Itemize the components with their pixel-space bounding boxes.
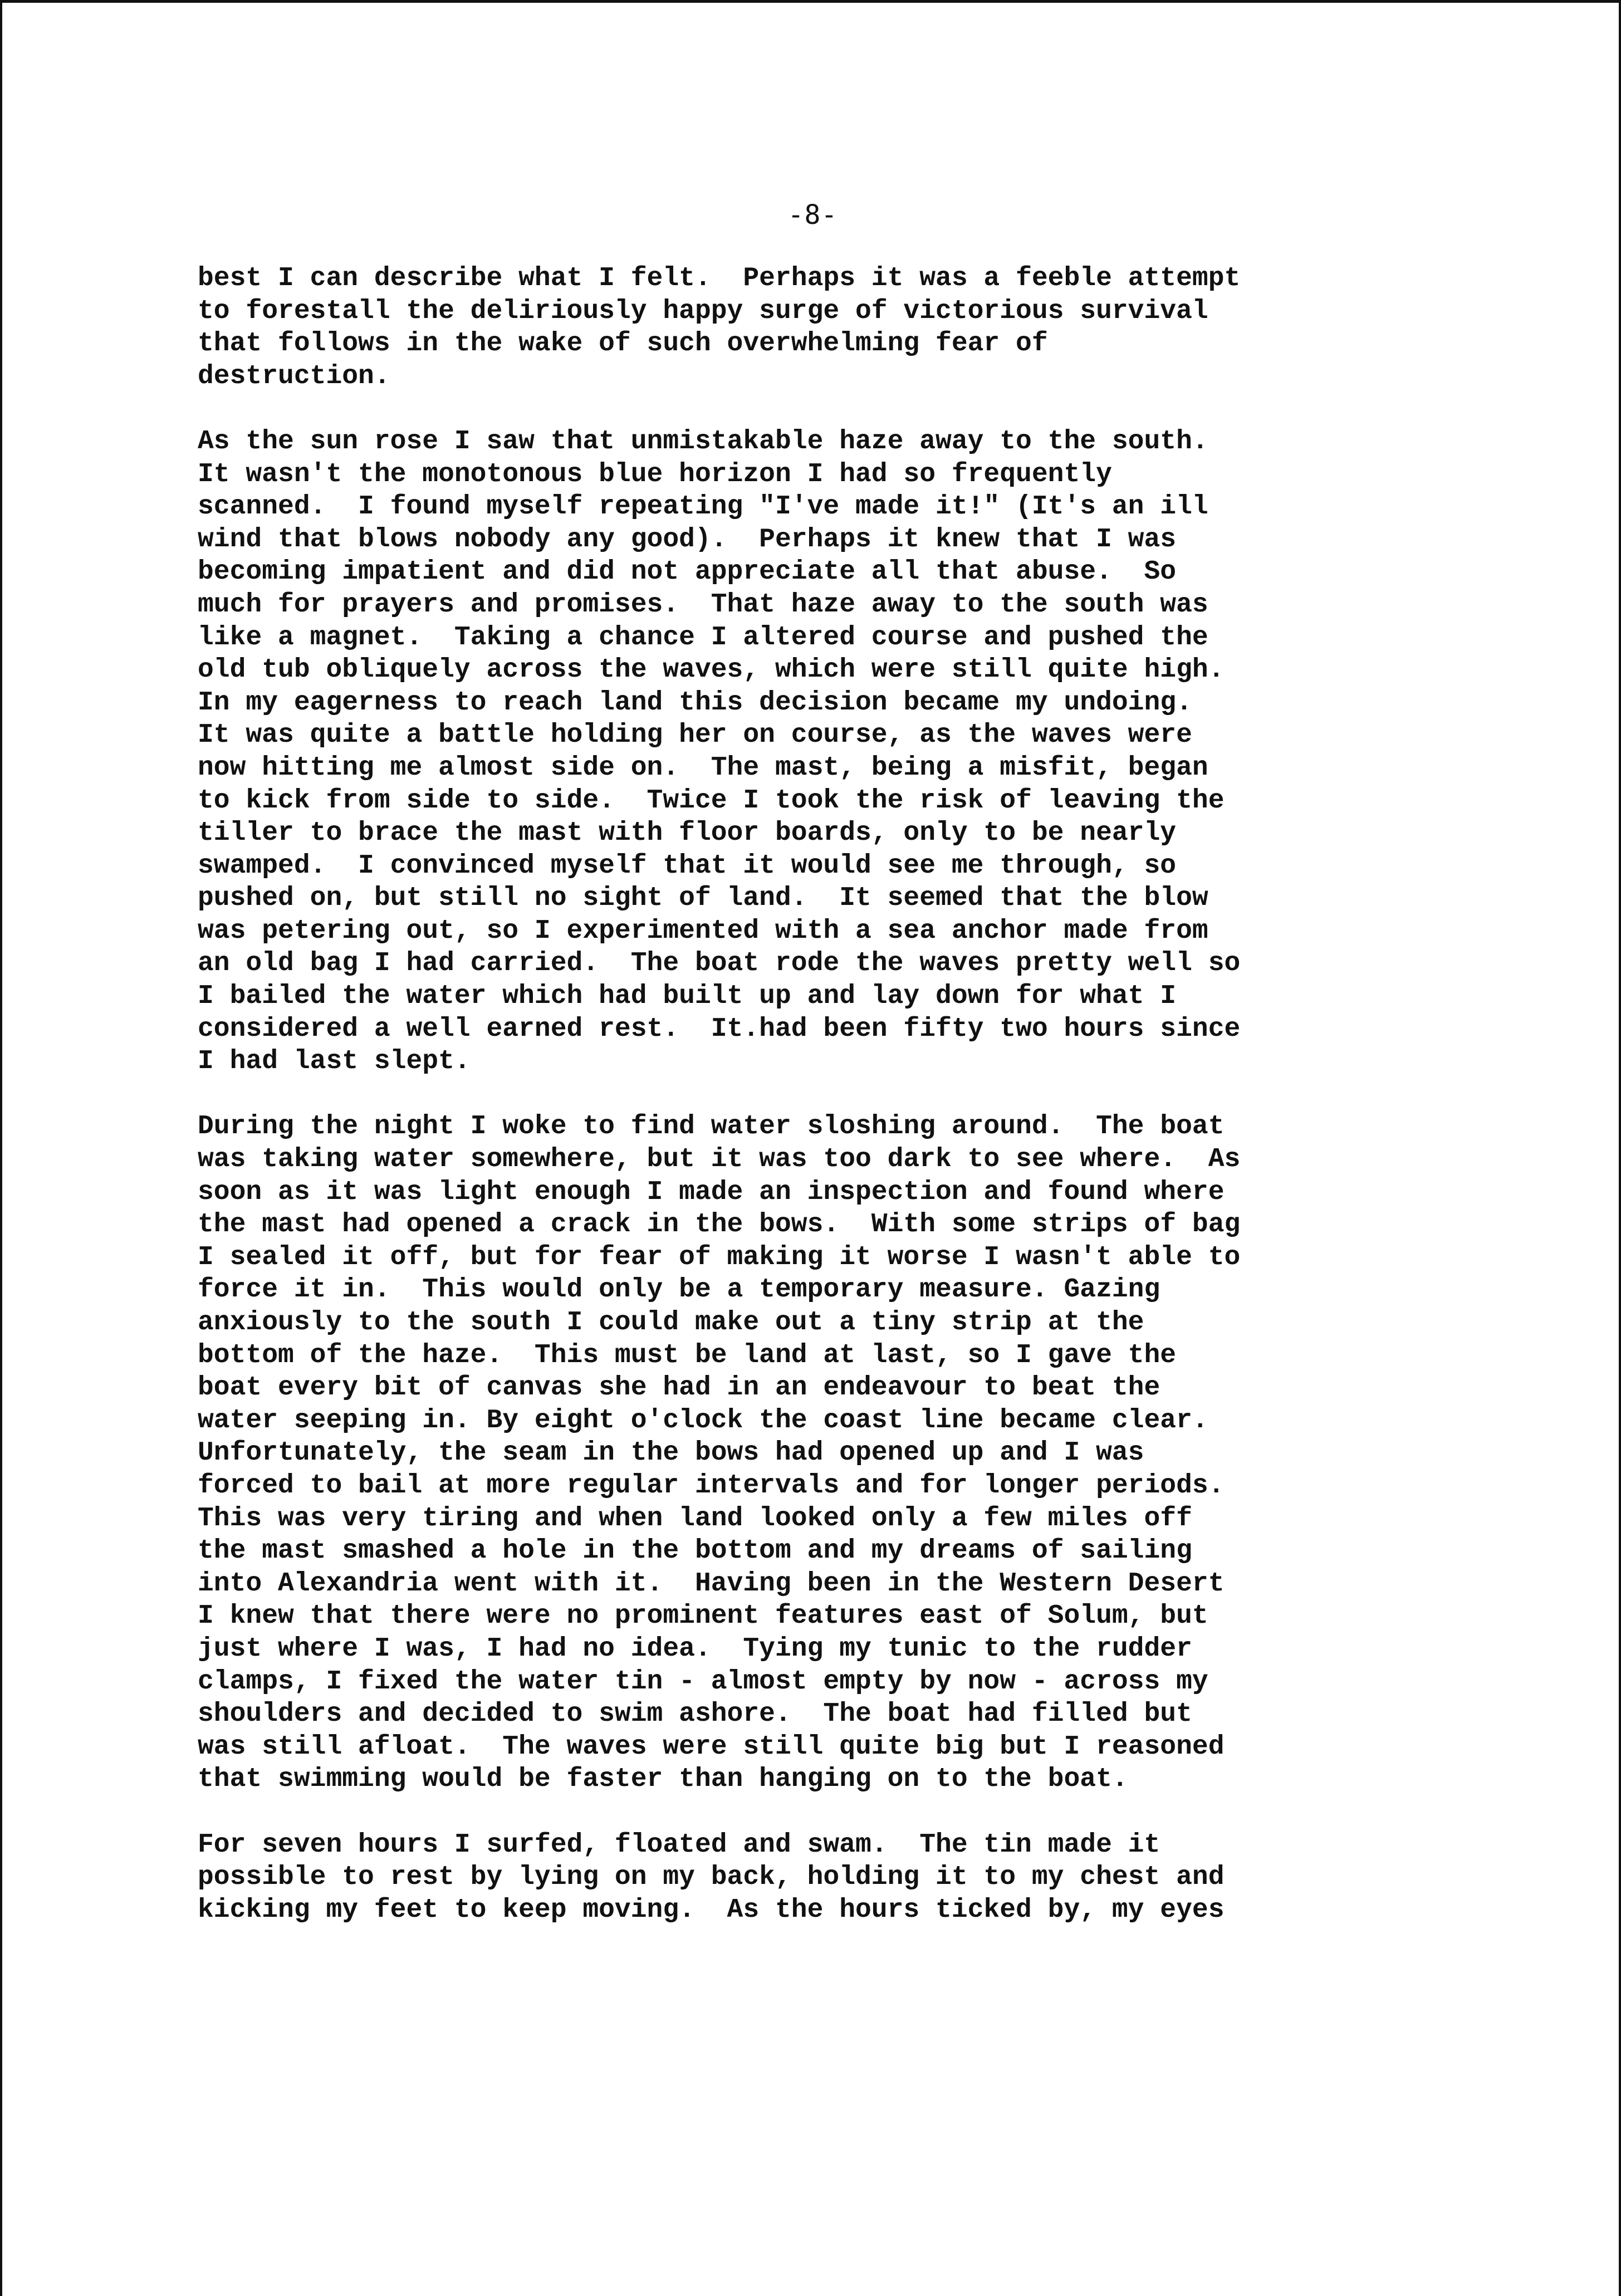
text-line: anxiously to the south I could make out a tiny strip at the [198, 1308, 1144, 1338]
text-line: I had last slept. [198, 1046, 471, 1077]
paragraph [198, 1110, 1534, 1795]
text-line: the mast smashed a hole in the bottom and my dreams of sailing [198, 1536, 1192, 1566]
text-line: shoulders and decided to swim ashore. The boat had filled but [198, 1699, 1192, 1730]
text-line: wind that blows nobody any good). Perhaps it knew that I was [198, 524, 1177, 555]
text-line: As the sun rose I saw that unmistakable haze away to the south. [198, 426, 1208, 457]
paragraph [198, 262, 1534, 393]
text-line: This was very tiring and when land looked only a few miles off [198, 1503, 1192, 1534]
text-line: considered a well earned rest. It.had been fifty two hours since [198, 1014, 1241, 1044]
text-line: best I can describe what I felt. Perhaps it was a feeble attempt [198, 263, 1241, 293]
text-line: forced to bail at more regular intervals and for longer periods. [198, 1470, 1225, 1501]
text-line: During the night I woke to find water sloshing around. The boat [198, 1112, 1225, 1142]
text-line: For seven hours I surfed, floated and swam. The tin made it [198, 1829, 1160, 1860]
text-line: It wasn't the monotonous blue horizon I had so frequently [198, 459, 1112, 489]
text-line: water seeping in. By eight o'clock the coast line became clear. [198, 1405, 1208, 1436]
text-line: to kick from side to side. Twice I took the risk of leaving the [198, 785, 1225, 816]
text-line: possible to rest by lying on my back, holding it to my chest and [198, 1862, 1225, 1893]
text-line: swamped. I convinced myself that it would see me through, so [198, 850, 1177, 881]
text-line: into Alexandria went with it. Having been in the Western Desert [198, 1568, 1225, 1599]
text-line: that swimming would be faster than hanging on to the boat. [198, 1764, 1128, 1795]
text-line: I sealed it off, but for fear of making it worse I wasn't able to [198, 1242, 1241, 1272]
text-line: kicking my feet to keep moving. As the hours ticked by, my eyes [198, 1894, 1225, 1925]
paragraph [198, 1829, 1534, 1927]
text-line: soon as it was light enough I made an inspection and found where [198, 1177, 1225, 1207]
body-text [198, 262, 1534, 1926]
text-line: becoming impatient and did not appreciate all that abuse. So [198, 557, 1177, 588]
text-line: that follows in the wake of such overwhelming fear of [198, 329, 1048, 359]
text-line: to forestall the deliriously happy surge of victorious survival [198, 296, 1208, 326]
text-line: destruction. [198, 361, 390, 391]
text-line: old tub obliquely across the waves, which were still quite high. [198, 655, 1225, 686]
text-line: much for prayers and promises. That haze away to the south was [198, 589, 1208, 620]
text-line: was taking water somewhere, but it was too dark to see where. As [198, 1144, 1241, 1175]
text-line: I knew that there were no prominent features east of Solum, but [198, 1601, 1208, 1632]
text-line: like a magnet. Taking a chance I altered course and pushed the [198, 622, 1208, 653]
text-line: just where I was, I had no idea. Tying my tunic to the rudder [198, 1633, 1192, 1664]
text-line: pushed on, but still no sight of land. It seemed that the blow [198, 883, 1208, 914]
text-line: I bailed the water which had built up and lay down for what I [198, 981, 1177, 1012]
text-line: boat every bit of canvas she had in an endeavour to beat the [198, 1373, 1160, 1403]
text-line: was still afloat. The waves were still quite big but I reasoned [198, 1731, 1225, 1762]
paragraph [198, 425, 1534, 1078]
text-line: force it in. This would only be a temporary measure. Gazing [198, 1275, 1160, 1305]
page-number: -8- [787, 199, 838, 231]
text-line: It was quite a battle holding her on course, as the waves were [198, 720, 1192, 751]
text-line: the mast had opened a crack in the bows. With some strips of bag [198, 1210, 1241, 1240]
text-line: bottom of the haze. This must be land at last, so I gave the [198, 1340, 1177, 1370]
text-line: Unfortunately, the seam in the bows had opened up and I was [198, 1438, 1144, 1468]
text-line: was petering out, so I experimented with a sea anchor made from [198, 916, 1208, 946]
text-line: In my eagerness to reach land this decision became my undoing. [198, 687, 1192, 718]
text-line: clamps, I fixed the water tin - almost empty by now - across my [198, 1666, 1208, 1697]
text-line: an old bag I had carried. The boat rode the waves pretty well so [198, 948, 1241, 979]
text-line: tiller to brace the mast with floor boards, only to be nearly [198, 818, 1177, 849]
text-line: now hitting me almost side on. The mast, being a misfit, began [198, 752, 1208, 783]
text-line: scanned. I found myself repeating "I've made it!" (It's an ill [198, 492, 1208, 522]
